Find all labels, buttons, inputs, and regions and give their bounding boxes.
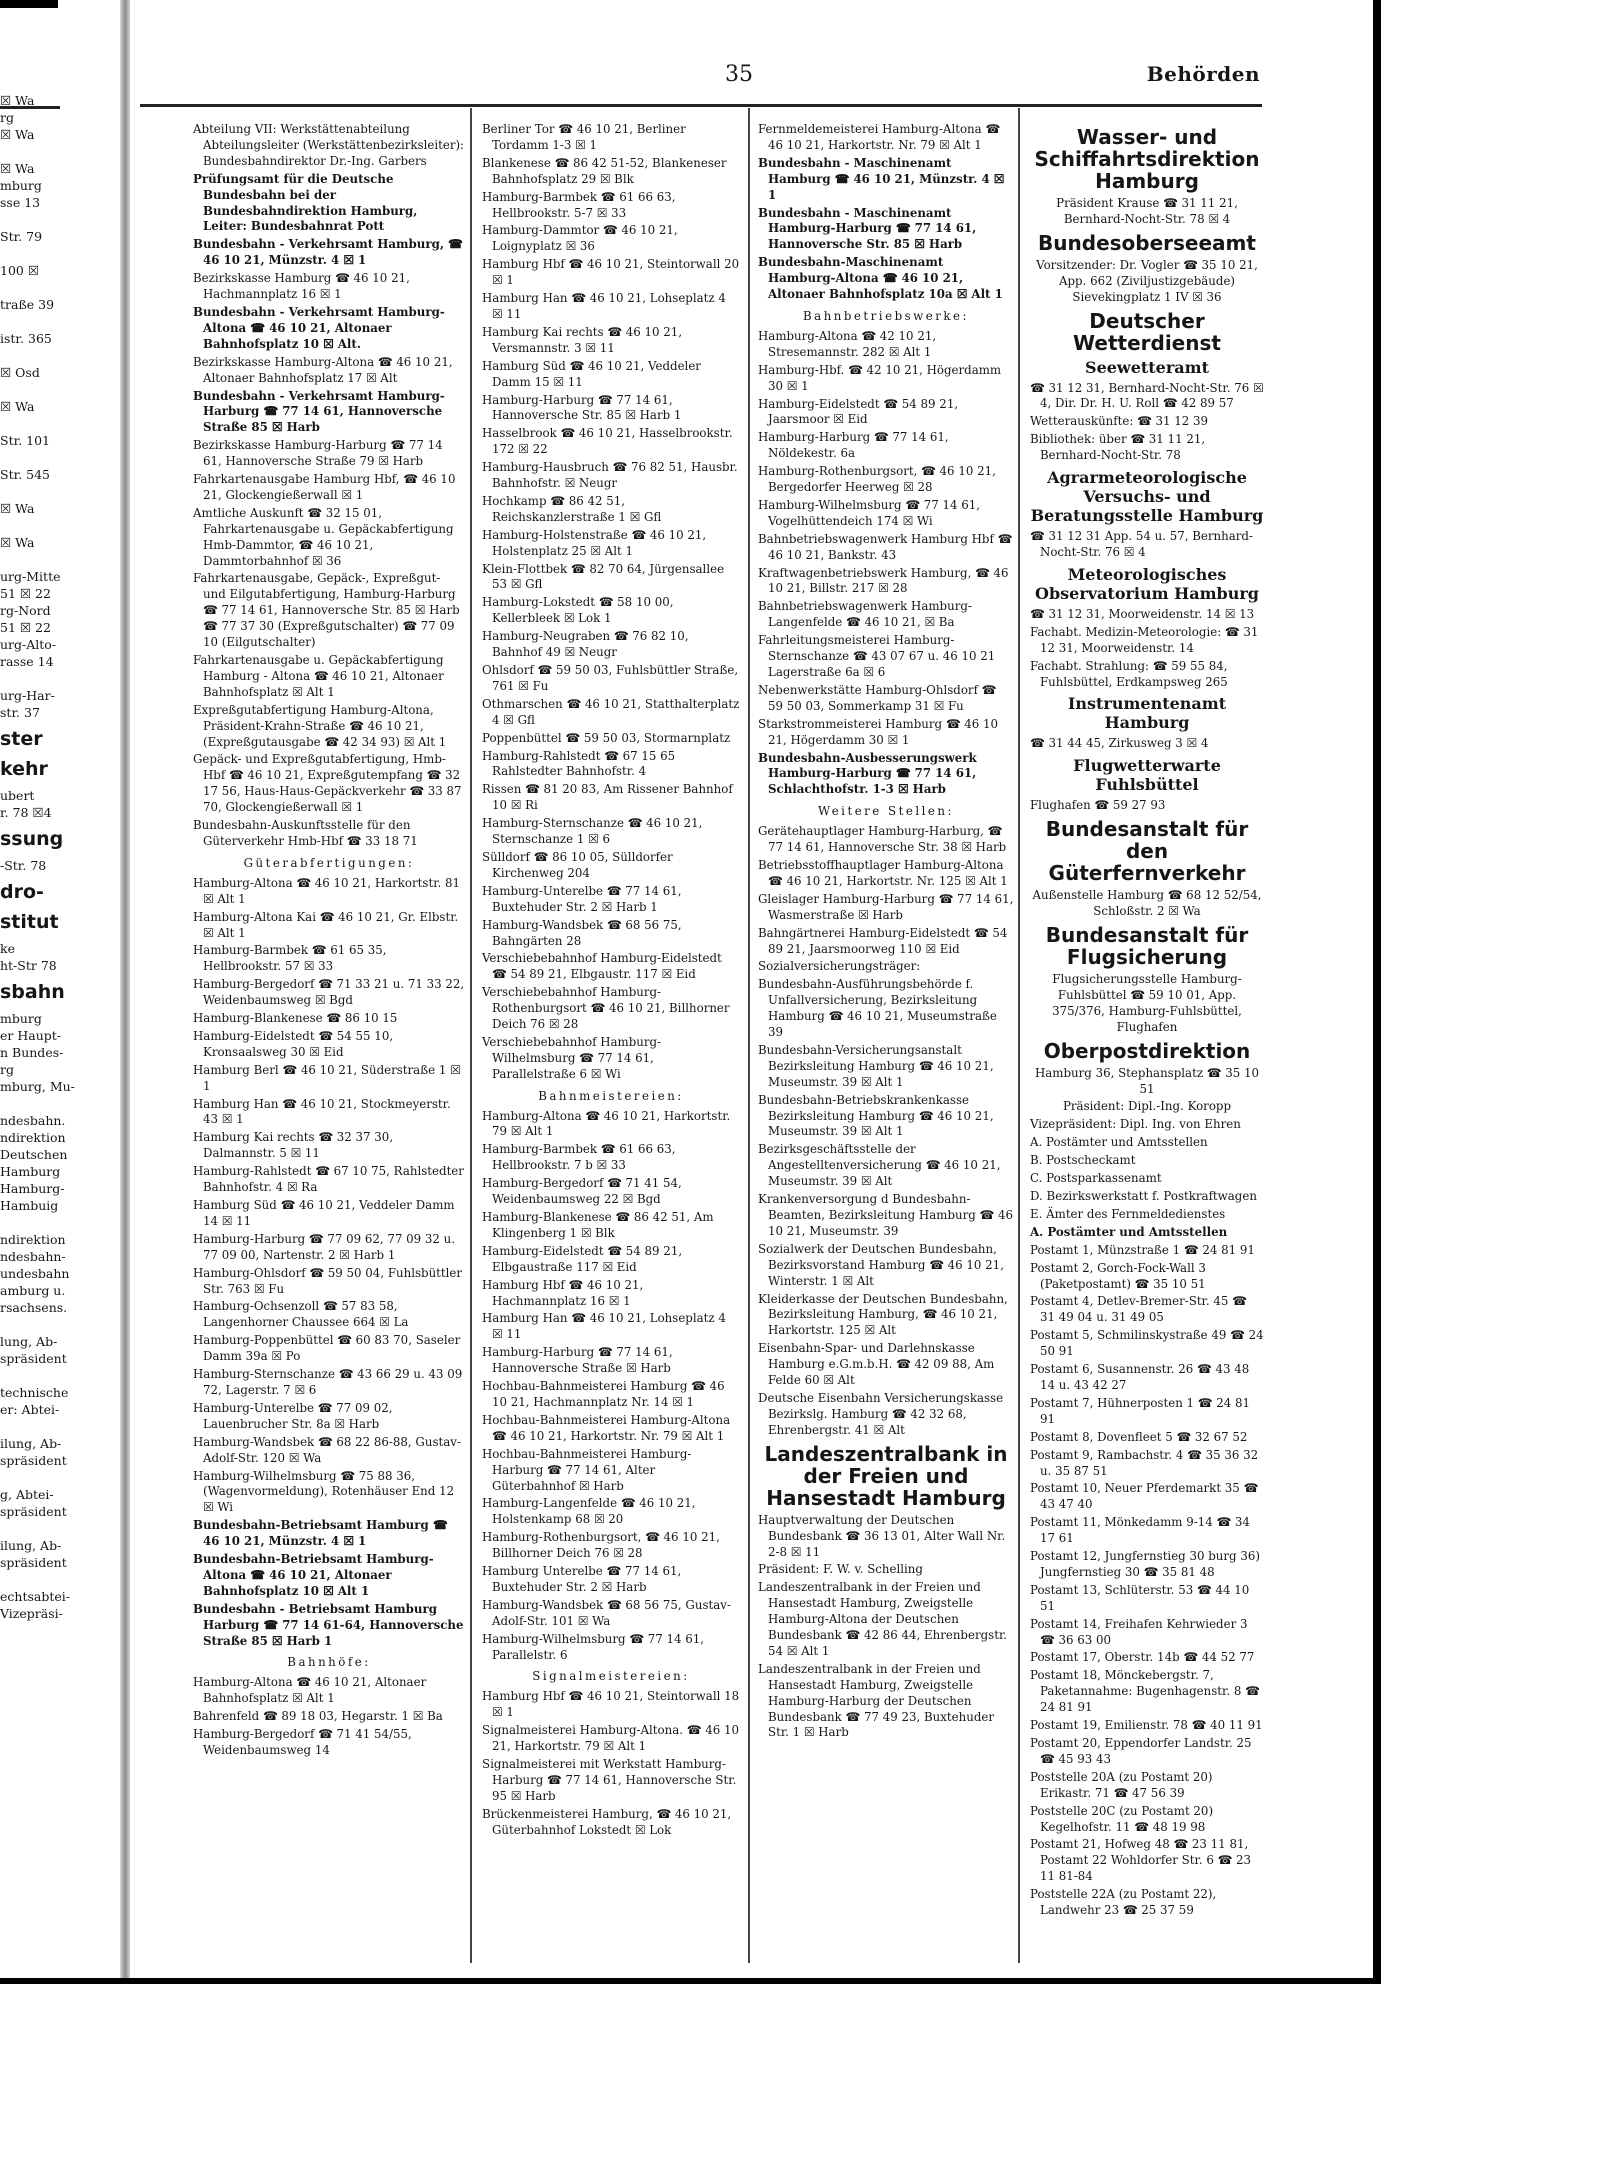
directory-entry: Hochbau-Bahnmeisterei Hamburg-Harburg ☎ 77 14 61, Alter Güterbahnhof ☒ Harb [482, 1446, 692, 1493]
directory-entry: Hamburg-Barmbek ☎ 61 65 35, Hellbrookstr. 57 ☒ 33 [193, 943, 387, 974]
fragment-line: ndesbahn. [0, 1113, 66, 1128]
column-3 [758, 122, 1014, 1972]
fragment-line: mburg, Mu- [0, 1079, 75, 1094]
directory-entry: Postamt 8, Dovenfleet 5 ☎ 32 67 52 [1030, 1429, 1248, 1444]
directory-entry: Brückenmeisterei Hamburg, ☎ 46 10 21, Güterbahnhof Lokstedt ☒ Lok [482, 1806, 732, 1837]
directory-entry: Bundesbahn - Maschinenamt Hamburg ☎ 46 10 21, Münzstr. 4 ☒ 1 [758, 155, 1005, 202]
fragment-line: rasse 14 [0, 654, 54, 669]
fragment-line: rg-Nord [0, 603, 51, 618]
directory-entry: Gleislager Hamburg-Harburg ☎ 77 14 61, Wasmerstraße ☒ Harb [758, 891, 1014, 922]
column-1 [193, 122, 465, 1972]
directory-entry: Hamburg-Rothenburgsort, ☎ 46 10 21, Bergedorfer Heerweg ☒ 28 [758, 464, 996, 495]
directory-entry: Bundesbahn-Ausführungsbehörde f. Unfallversicherung, Bezirksleitung Hamburg ☎ 46 10 21, Museumstraße 39 [758, 977, 997, 1040]
directory-entry: Hamburg-Hbf. ☎ 42 10 21, Högerdamm 30 ☒ 1 [758, 362, 1002, 393]
directory-entry: Abteilung VII: Werkstättenabteilung Abteilungsleiter (Werkstättenbezirksleiter): Bundesbahndirektor Dr.-Ing. Garbers [193, 122, 465, 168]
fragment-line: ilung, Ab- [0, 1436, 62, 1451]
directory-entry: Bundesbahn - Betriebsamt Hamburg Harburg ☎ 77 14 61-64, Hannoversche Straße 85 ☒ Harb 1 [193, 1601, 464, 1648]
section-heading: Agrarmeteorologische Versuchs- und Beratungsstelle Hamburg [1030, 468, 1264, 526]
directory-entry: Fachabt. Medizin-Meteorologie: ☎ 31 12 31, Moorweidenstr. 14 [1030, 624, 1259, 655]
fragment-line [0, 449, 62, 466]
fragment-line: -Str. 78 [0, 858, 47, 873]
directory-entry: Hamburg-Bergedorf ☎ 71 33 21 u. 71 33 22, Weidenbaumsweg ☒ Bgd [193, 977, 465, 1008]
directory-entry: Hamburg Hbf ☎ 46 10 21, Steintorwall 18 ☒ 1 [482, 1689, 740, 1720]
directory-entry: Bezirksgeschäftsstelle der Angestelltenversicherung ☎ 46 10 21, Museumstr. 39 ☒ Alt [758, 1142, 1001, 1189]
fragment-line: Hambuig [0, 1198, 59, 1213]
fragment-line: urg-Alto- [0, 637, 57, 652]
directory-entry: Hamburg-Unterelbe ☎ 77 14 61, Buxtehuder Str. 2 ☒ Harb 1 [482, 883, 682, 914]
directory-entry: Hamburg-Blankenese ☎ 86 42 51, Am Klingenberg 1 ☒ Blk [482, 1210, 714, 1240]
directory-entry: Präsident Krause ☎ 31 11 21, Bernhard-Nocht-Str. 78 ☒ 4 [1056, 196, 1238, 226]
directory-entry: Othmarschen ☎ 46 10 21, Statthalterplatz 4 ☒ Gfl [482, 696, 740, 727]
directory-entry: Hamburg Süd ☎ 46 10 21, Veddeler Damm 15 ☒ 11 [482, 358, 701, 389]
directory-entry: C. Postsparkassenamt [1030, 1171, 1162, 1186]
fragment-line: ☒ Wa [0, 399, 35, 414]
directory-entry: Postamt 9, Rambachstr. 4 ☎ 35 36 32 u. 35 87 51 [1030, 1447, 1259, 1478]
fragment-line: Hamburg [0, 1164, 61, 1179]
directory-entry: Landeszentralbank in der Freien und Hansestadt Hamburg, Zweigstelle Hamburg-Harburg der Deutschen Bundesbank ☎ 77 49 23, Buxtehuder Str. 1 ☒ Harb [758, 1661, 995, 1740]
directory-entry: Prüfungsamt für die Deutsche Bundesbahn bei der Bundesbahndirektion Hamburg, Leiter: Bundesbahnrat Pott [193, 171, 418, 234]
scan-edge-top [0, 0, 58, 8]
directory-entry: Bundesbahn - Maschinenamt Hamburg-Harburg ☎ 77 14 61, Hannoversche Str. 85 ☒ Harb [758, 205, 977, 252]
subsection-heading: Bahnbetriebswerke: [803, 308, 969, 323]
directory-entry: Bahnbetriebswagenwerk Hamburg-Langenfelde ☎ 46 10 21, ☒ Ba [758, 599, 972, 630]
directory-entry: Poststelle 20C (zu Postamt 20) Kegelhofstr. 11 ☎ 48 19 98 [1030, 1803, 1214, 1834]
fragment-line: urg-Mitte [0, 569, 61, 584]
directory-entry: Hamburg-Wandsbek ☎ 68 56 75, Gustav-Adolf-Str. 101 ☒ Wa [482, 1597, 731, 1628]
directory-entry: Hamburg Berl ☎ 46 10 21, Süderstraße 1 ☒ 1 [193, 1062, 461, 1093]
directory-entry: Postamt 19, Emilienstr. 78 ☎ 40 11 91 [1030, 1718, 1263, 1733]
directory-entry: Fahrleitungsmeisterei Hamburg-Sternschanze ☎ 43 07 67 u. 46 10 21 Lagerstraße 6a ☒ 6 [758, 633, 996, 679]
directory-entry: Berliner Tor ☎ 46 10 21, Berliner Tordamm 1-3 ☒ 1 [482, 122, 686, 152]
fragment-line [0, 517, 62, 534]
fragment-line: urg-Har- [0, 688, 55, 703]
directory-entry: Fahrkartenausgabe, Gepäck-, Expreßgut- und Eilgutabfertigung, Hamburg-Harburg ☎ 77 14 61, Hannoversche Str. 85 ☒ Harb ☎ 77 37 30 (Expreßgutschalter) ☎ 77 09 10 (Eilgutschalter) [193, 571, 460, 650]
fragment-line [0, 143, 62, 160]
book-gutter [120, 0, 130, 1978]
directory-entry: Hamburg-Altona ☎ 46 10 21, Harkortstr. 81 ☒ Alt 1 [193, 875, 461, 906]
column-4 [1030, 122, 1264, 1972]
directory-entry: Hamburg-Rothenburgsort, ☎ 46 10 21, Billhorner Deich 76 ☒ 28 [482, 1530, 720, 1561]
directory-entry: Gepäck- und Expreßgutabfertigung, Hmb-Hbf ☎ 46 10 21, Expreßgutempfang ☎ 32 17 56, Haus-Haus-Gepäckverkehr ☎ 33 87 70, Glockengießerwall ☒ 1 [193, 752, 462, 815]
column-divider-1 [470, 108, 472, 1963]
directory-entry: Hamburg-Altona ☎ 42 10 21, Stresemannstr. 282 ☒ Alt 1 [758, 328, 937, 359]
directory-entry: Postamt 6, Susannenstr. 26 ☎ 43 48 14 u. 43 42 27 [1030, 1362, 1250, 1392]
directory-entry: Hochbau-Bahnmeisterei Hamburg ☎ 46 10 21, Hachmannplatz Nr. 14 ☒ 1 [482, 1379, 725, 1409]
directory-entry: Bezirkskasse Hamburg-Harburg ☎ 77 14 61, Hannoversche Straße 79 ☒ Harb [193, 438, 443, 469]
directory-entry: Kleiderkasse der Deutschen Bundesbahn, Bezirksleitung Hamburg, ☎ 46 10 21, Harkortstr. 125 ☒ Alt [758, 1291, 1008, 1338]
fragment-line [0, 670, 62, 687]
directory-entry: Hamburg-Ohlsdorf ☎ 59 50 04, Fuhlsbüttler Str. 763 ☒ Fu [193, 1265, 463, 1296]
fragment-line: Str. 79 [0, 229, 43, 244]
directory-entry: Hamburg-Altona Kai ☎ 46 10 21, Gr. Elbstr. ☒ Alt 1 [193, 909, 459, 940]
directory-entry: Hamburg-Ochsenzoll ☎ 57 83 58, Langenhorner Chaussee 664 ☒ La [193, 1299, 409, 1330]
directory-entry: Hamburg-Holstenstraße ☎ 46 10 21, Holstenplatz 25 ☒ Alt 1 [482, 527, 707, 558]
directory-entry: Hamburg-Harburg ☎ 77 14 61, Hannoversche Straße ☒ Harb [482, 1345, 673, 1376]
fragment-line: Deutschen [0, 1147, 68, 1162]
fragment-line [0, 347, 62, 364]
directory-entry: Rissen ☎ 81 20 83, Am Rissener Bahnhof 10 ☒ Ri [482, 782, 733, 813]
directory-entry: Hamburg-Eidelstedt ☎ 54 89 21, Jaarsmoor ☒ Eid [758, 396, 959, 427]
directory-entry: Hamburg Han ☎ 46 10 21, Lohseplatz 4 ☒ 11 [482, 1311, 726, 1342]
directory-entry: Hamburg-Barmbek ☎ 61 66 63, Hellbrookstr. 5-7 ☒ 33 [482, 189, 676, 220]
directory-entry: Postamt 5, Schmilinskystraße 49 ☎ 24 50 91 [1030, 1328, 1264, 1359]
fragment-line: ☒ Wa [0, 501, 35, 516]
left-page-fragment [0, 92, 75, 1942]
directory-entry: Hamburg Kai rechts ☎ 32 37 30, Dalmannstr. 5 ☒ 11 [193, 1130, 394, 1161]
directory-entry: Hamburg-Bergedorf ☎ 71 41 54, Weidenbaumsweg 22 ☒ Bgd [482, 1176, 682, 1207]
fragment-line [0, 415, 62, 432]
subsection-heading: Güterabfertigungen: [243, 855, 415, 870]
fragment-line [0, 1520, 62, 1537]
directory-entry: Deutsche Eisenbahn Versicherungskasse Bezirkslg. Hamburg ☎ 42 32 68, Ehrenbergstr. 41 ☒ Alt [758, 1390, 1004, 1437]
fragment-line: ilung, Ab- [0, 1538, 62, 1553]
directory-entry: ☎ 31 12 31, Moorweidenstr. 14 ☒ 13 [1030, 606, 1255, 621]
fragment-line: 51 ☒ 22 [0, 586, 51, 601]
directory-entry: Sozialwerk der Deutschen Bundesbahn, Bezirksvorstand Hamburg ☎ 46 10 21, Winterstr. 1 ☒ Alt [758, 1241, 1004, 1288]
directory-entry: Starkstrommeisterei Hamburg ☎ 46 10 21, Högerdamm 30 ☒ 1 [758, 716, 999, 747]
section-heading: Deutscher Wetterdienst [1073, 308, 1221, 355]
directory-entry: Bundesbahn-Betriebsamt Hamburg-Altona ☎ 46 10 21, Altonaer Bahnhofsplatz 10 ☒ Alt 1 [193, 1552, 434, 1598]
fragment-line [0, 381, 62, 398]
fragment-line [0, 1469, 62, 1486]
directory-entry: Bundesbahn - Verkehrsamt Hamburg-Altona ☎ 46 10 21, Altonaer Bahnhofsplatz 10 ☒ Alt. [193, 304, 445, 351]
directory-entry: Hamburg-Dammtor ☎ 46 10 21, Loignyplatz ☒ 36 [482, 223, 678, 254]
subsection-heading: Signalmeistereien: [532, 1669, 690, 1684]
directory-entry: Postamt 4, Detlev-Bremer-Str. 45 ☎ 31 49 04 u. 31 49 05 [1030, 1294, 1247, 1325]
directory-entry: Sülldorf ☎ 86 10 05, Sülldorfer Kirchenweg 204 [482, 849, 673, 880]
fragment-line [0, 1095, 62, 1112]
fragment-line: er Haupt- [0, 1028, 61, 1043]
fragment-line: r. 78 ☒4 [0, 805, 52, 820]
directory-entry: Hamburg Süd ☎ 46 10 21, Veddeler Damm 14 ☒ 11 [193, 1198, 455, 1228]
fragment-line: ht-Str 78 [0, 958, 57, 973]
directory-entry: Signalmeisterei mit Werkstatt Hamburg-Harburg ☎ 77 14 61, Hannoversche Str. 95 ☒ Harb [482, 1757, 737, 1803]
fragment-line: spräsident [0, 1351, 67, 1366]
directory-entry: Hamburg-Lokstedt ☎ 58 10 00, Kellerbleek ☒ Lok 1 [482, 595, 674, 626]
fragment-line: ndirektion [0, 1130, 66, 1145]
directory-entry: Nebenwerkstätte Hamburg-Ohlsdorf ☎ 59 50 03, Sommerkamp 31 ☒ Fu [758, 682, 997, 713]
fragment-line: Str. 101 [0, 433, 50, 448]
section-heading: Bundesanstalt für Flugsicherung [1045, 923, 1249, 970]
fragment-line: technische [0, 1385, 69, 1400]
fragment-line [0, 1214, 62, 1231]
directory-entry: Hamburg Unterelbe ☎ 77 14 61, Buxtehuder Str. 2 ☒ Harb [482, 1564, 682, 1594]
directory-entry: Hamburg-Neugraben ☎ 76 82 10, Bahnhof 49 ☒ Neugr [482, 629, 689, 660]
directory-entry: E. Ämter des Fernmeldedienstes [1030, 1206, 1226, 1221]
section-heading: Bundesoberseeamt [1038, 230, 1256, 255]
directory-entry: Präsident: Dipl.-Ing. Koropp [1062, 1099, 1232, 1114]
directory-entry: Vizepräsident: Dipl. Ing. von Ehren [1030, 1117, 1241, 1132]
scan-edge-right [1373, 0, 1381, 1980]
fragment-line [0, 211, 62, 228]
fragment-line: ☒ Wa [0, 93, 35, 108]
directory-entry: Präsident: F. W. v. Schelling [758, 1562, 923, 1577]
fragment-line: ☒ Wa [0, 161, 35, 176]
directory-entry: Hochkamp ☎ 86 42 51, Reichskanzlerstraße 1 ☒ Gfl [482, 493, 662, 524]
directory-entry: Amtliche Auskunft ☎ 32 15 01, Fahrkartenausgabe u. Gepäckabfertigung Hmb-Dammtor, ☎ 46 10 21, Dammtorbahnhof ☒ 36 [193, 505, 454, 568]
directory-entry: Hamburg Hbf ☎ 46 10 21, Hachmannplatz 16 ☒ 1 [482, 1277, 644, 1308]
directory-entry: Betriebsstoffhauptlager Hamburg-Altona ☎ 46 10 21, Harkortstr. Nr. 125 ☒ Alt 1 [758, 857, 1008, 888]
directory-entry: Expreßgutabfertigung Hamburg-Altona, Präsident-Krahn-Straße ☎ 46 10 21, (Expreßgutausgabe ☎ 42 34 93) ☒ Alt 1 [193, 702, 447, 749]
section-heading: Wasser- und Schiffahrtsdirektion Hamburg [1034, 125, 1260, 193]
directory-entry: Verschiebebahnhof Hamburg-Wilhelmsburg ☎ 77 14 61, Parallelstraße 6 ☒ Wi [482, 1034, 662, 1081]
directory-entry: Hamburg-Wilhelmsburg ☎ 77 14 61, Parallelstr. 6 [482, 1631, 705, 1662]
fragment-line: mburg [0, 1011, 42, 1026]
fragment-line: ndirektion [0, 1232, 66, 1247]
fragment-line: ssung [0, 828, 64, 850]
directory-entry: Bundesbahn - Verkehrsamt Hamburg, ☎ 46 10 21, Münzstr. 4 ☒ 1 [193, 237, 463, 268]
directory-entry: Postamt 10, Neuer Pferdemarkt 35 ☎ 43 47 40 [1030, 1481, 1259, 1512]
directory-entry: Poststelle 20A (zu Postamt 20) Erikastr. 71 ☎ 47 56 39 [1030, 1769, 1213, 1800]
fragment-line: ke [0, 941, 15, 956]
fragment-line: sse 13 [0, 195, 41, 210]
fragment-line: stitut [0, 911, 59, 933]
fragment-line: sbahn [0, 981, 65, 1003]
directory-entry: Bundesbahn-Maschinenamt Hamburg-Altona ☎ 46 10 21, Altonaer Bahnhofsplatz 10a ☒ Alt 1 [758, 255, 1003, 302]
fragment-line [0, 551, 62, 568]
fragment-line: amburg u. [0, 1283, 66, 1298]
directory-entry: Hamburg-Eidelstedt ☎ 54 89 21, Elbgaustraße 117 ☒ Eid [482, 1243, 683, 1274]
directory-entry: Hamburg Hbf ☎ 46 10 21, Steintorwall 20 ☒ 1 [482, 257, 740, 288]
fragment-line [0, 1418, 62, 1435]
directory-entry: Hamburg-Blankenese ☎ 86 10 15 [193, 1011, 398, 1026]
directory-entry: ☎ 31 12 31, Bernhard-Nocht-Str. 76 ☒ 4, Dir. Dr. H. U. Roll ☎ 42 89 57 [1030, 380, 1264, 411]
directory-entry: Bundesbahn-Betriebskrankenkasse Bezirksleitung Hamburg ☎ 46 10 21, Museumstr. 39 ☒ Alt 1 [758, 1092, 994, 1139]
directory-entry: Hamburg-Harburg ☎ 77 14 61, Hannoversche Str. 85 ☒ Harb 1 [482, 392, 682, 423]
directory-entry: Verschiebebahnhof Hamburg-Eidelstedt ☎ 54 89 21, Elbgaustr. 117 ☒ Eid [482, 951, 722, 982]
directory-entry: Hamburg-Barmbek ☎ 61 66 63, Hellbrookstr. 7 b ☒ 33 [482, 1142, 676, 1173]
directory-entry: Postamt 17, Oberstr. 14b ☎ 44 52 77 [1030, 1650, 1255, 1665]
directory-entry: Poppenbüttel ☎ 59 50 03, Stormarnplatz [482, 730, 731, 745]
directory-entry: B. Postscheckamt [1030, 1153, 1136, 1168]
directory-entry: Hochbau-Bahnmeisterei Hamburg-Altona ☎ 46 10 21, Harkortstr. Nr. 79 ☒ Alt 1 [482, 1412, 731, 1443]
directory-entry: Krankenversorgung d Bundesbahn-Beamten, Bezirksleitung Hamburg ☎ 46 10 21, Museumstr. 39 [758, 1192, 1013, 1238]
directory-entry: Fachabt. Strahlung: ☎ 59 55 84, Fuhlsbüttel, Erdkampsweg 265 [1030, 658, 1228, 689]
fragment-line: undesbahn [0, 1266, 70, 1281]
directory-entry: Bundesbahn-Auskunftsstelle für den Güterverkehr Hmb-Hbf ☎ 33 18 71 [193, 818, 418, 848]
directory-entry: Wetterauskünfte: ☎ 31 12 39 [1030, 414, 1209, 429]
directory-entry: Hamburg-Rahlstedt ☎ 67 10 75, Rahlstedter Bahnhofstr. 4 ☒ Ra [193, 1164, 464, 1195]
fragment-line [0, 245, 62, 262]
fragment-line: ☒ Osd [0, 365, 40, 380]
header-rule [140, 104, 1262, 107]
fragment-line: spräsident [0, 1555, 67, 1570]
directory-entry: Hamburg-Altona ☎ 46 10 21, Altonaer Bahnhofsplatz ☒ Alt 1 [193, 1675, 427, 1706]
directory-entry: Hamburg-Langenfelde ☎ 46 10 21, Holstenkamp 68 ☒ 20 [482, 1496, 696, 1527]
section-heading: Landeszentralbank in der Freien und Hansestadt Hamburg [764, 1441, 1008, 1510]
directory-entry: Hamburg-Sternschanze ☎ 43 66 29 u. 43 09 72, Lagerstr. 7 ☒ 6 [193, 1367, 463, 1397]
column-2 [482, 122, 740, 1972]
page-number: 35 [725, 62, 753, 87]
directory-entry: Bundesbahn-Betriebsamt Hamburg ☎ 46 10 21, Münzstr. 4 ☒ 1 [193, 1518, 448, 1549]
directory-entry: Hamburg-Wilhelmsburg ☎ 77 14 61, Vogelhüttendeich 174 ☒ Wi [758, 497, 981, 528]
fragment-line: lung, Ab- [0, 1334, 58, 1349]
fragment-line: echtsabtei- [0, 1589, 70, 1604]
directory-entry: Hamburg-Unterelbe ☎ 77 09 02, Lauenbrucher Str. 8a ☒ Harb [193, 1400, 393, 1431]
fragment-line: traße 39 [0, 297, 55, 312]
directory-entry: Postamt 13, Schlüterstr. 53 ☎ 44 10 51 [1030, 1582, 1250, 1613]
directory-entry: Poststelle 22A (zu Postamt 22), Landwehr 23 ☎ 25 37 59 [1030, 1887, 1217, 1918]
directory-entry: Hamburg 36, Stephansplatz ☎ 35 10 51 [1034, 1065, 1260, 1096]
directory-entry: Postamt 21, Hofweg 48 ☎ 23 11 81, Postamt 22 Wohldorfer Str. 6 ☎ 23 11 81-84 [1030, 1837, 1252, 1884]
directory-entry: A. Postämter und Amtsstellen [1030, 1135, 1208, 1150]
fragment-line [0, 279, 62, 296]
directory-entry: Bundesbahn - Verkehrsamt Hamburg-Harburg ☎ 77 14 61, Hannoversche Straße 85 ☒ Harb [193, 388, 445, 435]
subsection-heading: Bahnhöfe: [287, 1655, 371, 1670]
directory-entry: Bibliothek: über ☎ 31 11 21, Bernhard-Nocht-Str. 78 [1030, 432, 1206, 463]
directory-entry: Postamt 18, Mönckebergstr. 7, Paketannahme: Bugenhagenstr. 8 ☎ 24 81 91 [1030, 1668, 1260, 1715]
directory-entry: Postamt 20, Eppendorfer Landstr. 25 ☎ 45 93 43 [1030, 1736, 1252, 1766]
fragment-line: 51 ☒ 22 [0, 620, 51, 635]
fragment-line [0, 1367, 62, 1384]
directory-entry: Hamburg-Wilhelmsburg ☎ 75 88 36, (Wagenvormeldung), Rotenhäuser End 12 ☒ Wi [193, 1468, 455, 1515]
fragment-line: ☒ Wa [0, 535, 35, 550]
directory-entry: Fernmeldemeisterei Hamburg-Altona ☎ 46 10 21, Harkortstr. Nr. 79 ☒ Alt 1 [758, 122, 1001, 152]
directory-entry: Hamburg-Wandsbek ☎ 68 22 86-88, Gustav-Adolf-Str. 120 ☒ Wa [193, 1434, 461, 1465]
section-heading: Flugwetterwarte Fuhlsbüttel [1073, 756, 1221, 795]
fragment-line: spräsident [0, 1504, 67, 1519]
directory-entry: Blankenese ☎ 86 42 51-52, Blankeneser Bahnhofsplatz 29 ☒ Blk [482, 155, 727, 186]
directory-entry: Hamburg Kai rechts ☎ 46 10 21, Versmannstr. 3 ☒ 11 [482, 324, 683, 355]
fragment-line: kehr [0, 758, 48, 780]
directory-entry: ☎ 31 44 45, Zirkusweg 3 ☒ 4 [1030, 736, 1209, 751]
directory-entry: Eisenbahn-Spar- und Darlehnskasse Hamburg e.G.m.b.H. ☎ 42 09 88, Am Felde 60 ☒ Alt [758, 1341, 995, 1388]
fragment-line: er: Abtei- [0, 1402, 60, 1417]
fragment-line: Vizepräsi- [0, 1606, 63, 1621]
directory-entry: Hamburg-Harburg ☎ 77 14 61, Nöldekestr. 6a [758, 430, 949, 461]
directory-entry: Hamburg-Wandsbek ☎ 68 56 75, Bahngärten 28 [482, 917, 682, 948]
directory-entry: Kraftwagenbetriebswerk Hamburg, ☎ 46 10 21, Billstr. 217 ☒ 28 [758, 565, 1009, 596]
section-title: Behörden [1146, 62, 1260, 86]
scan-edge-bottom [0, 1978, 1381, 1984]
fragment-line: rsachsens. [0, 1300, 68, 1315]
section-heading: Oberpostdirektion [1043, 1038, 1251, 1063]
directory-entry: Postamt 11, Mönkedamm 9-14 ☎ 34 17 61 [1030, 1515, 1250, 1546]
directory-entry: Sozialversicherungsträger: [758, 959, 921, 974]
directory-entry: Flugsicherungsstelle Hamburg-Fuhlsbüttel ☎ 59 10 01, App. 375/376, Hamburg-Fuhlsbüttel, Flughafen [1052, 972, 1242, 1034]
directory-entry: Bezirkskasse Hamburg ☎ 46 10 21, Hachmannplatz 16 ☒ 1 [193, 271, 410, 302]
fragment-line: rg [0, 1062, 14, 1077]
fragment-line: 100 ☒ [0, 263, 40, 278]
directory-entry: Hamburg-Harburg ☎ 77 09 62, 77 09 32 u. 77 09 00, Nartenstr. 2 ☒ Harb 1 [193, 1231, 455, 1262]
directory-entry: Gerätehauptlager Hamburg-Harburg, ☎ 77 14 61, Hannoversche Str. 38 ☒ Harb [758, 824, 1007, 855]
directory-entry: Hamburg-Sternschanze ☎ 46 10 21, Sternschanze 1 ☒ 6 [482, 816, 703, 847]
fragment-line: ubert [0, 788, 35, 803]
directory-entry: Postamt 7, Hühnerposten 1 ☎ 24 81 91 [1030, 1395, 1251, 1426]
fragment-line: ster [0, 728, 43, 750]
directory-entry: Postamt 12, Jungfernstieg 30 burg 36) Jungfernstieg 30 ☎ 35 81 48 [1030, 1549, 1260, 1579]
directory-entry: Postamt 2, Gorch-Fock-Wall 3 (Paketpostamt) ☎ 35 10 51 [1030, 1260, 1206, 1291]
directory-entry: Bundesbahn-Ausbesserungswerk Hamburg-Harburg ☎ 77 14 61, Schlachthofstr. 1-3 ☒ Harb [758, 750, 977, 797]
column-divider-2 [748, 108, 750, 1963]
fragment-line [0, 313, 62, 330]
directory-entry: Hamburg-Eidelstedt ☎ 54 55 10, Kronsaalsweg 30 ☒ Eid [193, 1028, 394, 1059]
directory-entry: Klein-Flottbek ☎ 82 70 64, Jürgensallee 53 ☒ Gfl [482, 561, 725, 592]
directory-entry: Hamburg Han ☎ 46 10 21, Lohseplatz 4 ☒ 11 [482, 291, 726, 321]
directory-entry: Hauptverwaltung der Deutschen Bundesbank ☎ 36 13 01, Alter Wall Nr. 2-8 ☒ 11 [758, 1512, 1006, 1559]
fragment-line: str. 37 [0, 705, 40, 720]
section-heading: Instrumentenamt Hamburg [1067, 694, 1227, 733]
directory-entry: Landeszentralbank in der Freien und Hansestadt Hamburg, Zweigstelle Hamburg-Altona der Deutschen Bundesbank ☎ 42 86 44, Ehrenbergstr. 54 ☒ Alt 1 [758, 1580, 1008, 1658]
fragment-line [0, 1571, 62, 1588]
subsection-heading: Weitere Stellen: [818, 804, 954, 819]
directory-entry: Postamt 14, Freihafen Kehrwieder 3 ☎ 36 63 00 [1030, 1616, 1248, 1647]
fragment-line: Hamburg- [0, 1181, 65, 1196]
directory-entry: Fahrkartenausgabe Hamburg Hbf, ☎ 46 10 21, Glockengießerwall ☒ 1 [193, 472, 456, 502]
directory-entry: Bezirkskasse Hamburg-Altona ☎ 46 10 21, Altonaer Bahnhofsplatz 17 ☒ Alt [193, 354, 453, 385]
directory-entry: Bahngärtnerei Hamburg-Eidelstedt ☎ 54 89 21, Jaarsmoorweg 110 ☒ Eid [758, 925, 1008, 956]
directory-entry: Vorsitzender: Dr. Vogler ☎ 35 10 21, App. 662 (Ziviljustizgebäude) Sievekingplatz 1 IV ☒ 36 [1036, 257, 1258, 304]
subsection-heading: Bahnmeistereien: [538, 1088, 684, 1103]
directory-entry: Hamburg-Hausbruch ☎ 76 82 51, Hausbr. Bahnhofstr. ☒ Neugr [482, 460, 738, 491]
section-heading: Bundesanstalt für den Güterfernverkehr [1045, 817, 1249, 886]
fragment-line: Str. 545 [0, 467, 50, 482]
directory-entry: Hamburg-Bergedorf ☎ 71 41 54/55, Weidenbaumsweg 14 [193, 1727, 412, 1757]
fragment-line: ndesbahn- [0, 1249, 66, 1264]
fragment-line [0, 483, 62, 500]
directory-entry: D. Bezirkswerkstatt f. Postkraftwagen [1030, 1189, 1257, 1203]
fragment-line: g, Abtei- [0, 1487, 54, 1502]
directory-entry: Bahnbetriebswagenwerk Hamburg Hbf ☎ 46 10 21, Bankstr. 43 [758, 531, 1013, 562]
fragment-line: spräsident [0, 1453, 67, 1468]
directory-entry: Fahrkartenausgabe u. Gepäckabfertigung Hamburg - Altona ☎ 46 10 21, Altonaer Bahnhofsplatz ☒ Alt 1 [193, 653, 444, 699]
directory-entry: Hamburg-Rahlstedt ☎ 67 15 65 Rahlstedter Bahnhofstr. 4 [482, 748, 676, 779]
directory-entry: Hasselbrook ☎ 46 10 21, Hasselbrookstr. 172 ☒ 22 [482, 426, 733, 457]
fragment-line: mburg [0, 178, 42, 193]
directory-entry: Flughafen ☎ 59 27 93 [1030, 798, 1166, 813]
section-heading: Seewetteramt [1085, 357, 1209, 377]
directory-entry: Ohlsdorf ☎ 59 50 03, Fuhlsbüttler Straße, 761 ☒ Fu [482, 663, 739, 693]
directory-entry: Hamburg-Altona ☎ 46 10 21, Harkortstr. 79 ☒ Alt 1 [482, 1108, 731, 1139]
directory-entry: Hamburg Han ☎ 46 10 21, Stockmeyerstr. 43 ☒ 1 [193, 1096, 451, 1127]
fragment-line [0, 1316, 62, 1333]
directory-entry: Hamburg-Poppenbüttel ☎ 60 83 70, Saseler Damm 39a ☒ Po [193, 1333, 461, 1364]
fragment-line: istr. 365 [0, 331, 52, 346]
directory-entry: Signalmeisterei Hamburg-Altona. ☎ 46 10 21, Harkortstr. 79 ☒ Alt 1 [482, 1723, 739, 1754]
directory-entry: Außenstelle Hamburg ☎ 68 12 52/54, Schloßstr. 2 ☒ Wa [1032, 888, 1262, 919]
column-divider-3 [1018, 108, 1020, 1963]
section-heading: Meteorologisches Observatorium Hamburg [1035, 564, 1259, 603]
directory-entry: Bahrenfeld ☎ 89 18 03, Hegarstr. 1 ☒ Ba [193, 1709, 443, 1724]
directory-entry: A. Postämter und Amtsstellen [1030, 1224, 1228, 1239]
fragment-line: dro- [0, 881, 44, 903]
directory-entry: ☎ 31 12 31 App. 54 u. 57, Bernhard-Nocht-Str. 76 ☒ 4 [1030, 529, 1253, 559]
page-header [140, 62, 1260, 92]
directory-entry: Bundesbahn-Versicherungsanstalt Bezirksleitung Hamburg ☎ 46 10 21, Museumstr. 39 ☒ Alt 1 [758, 1042, 994, 1089]
fragment-line: rg [0, 110, 14, 125]
fragment-line: n Bundes- [0, 1045, 64, 1060]
directory-entry: Postamt 1, Münzstraße 1 ☎ 24 81 91 [1030, 1242, 1255, 1257]
directory-entry: Verschiebebahnhof Hamburg-Rothenburgsort ☎ 46 10 21, Billhorner Deich 76 ☒ 28 [482, 985, 730, 1032]
fragment-line: ☒ Wa [0, 127, 35, 142]
